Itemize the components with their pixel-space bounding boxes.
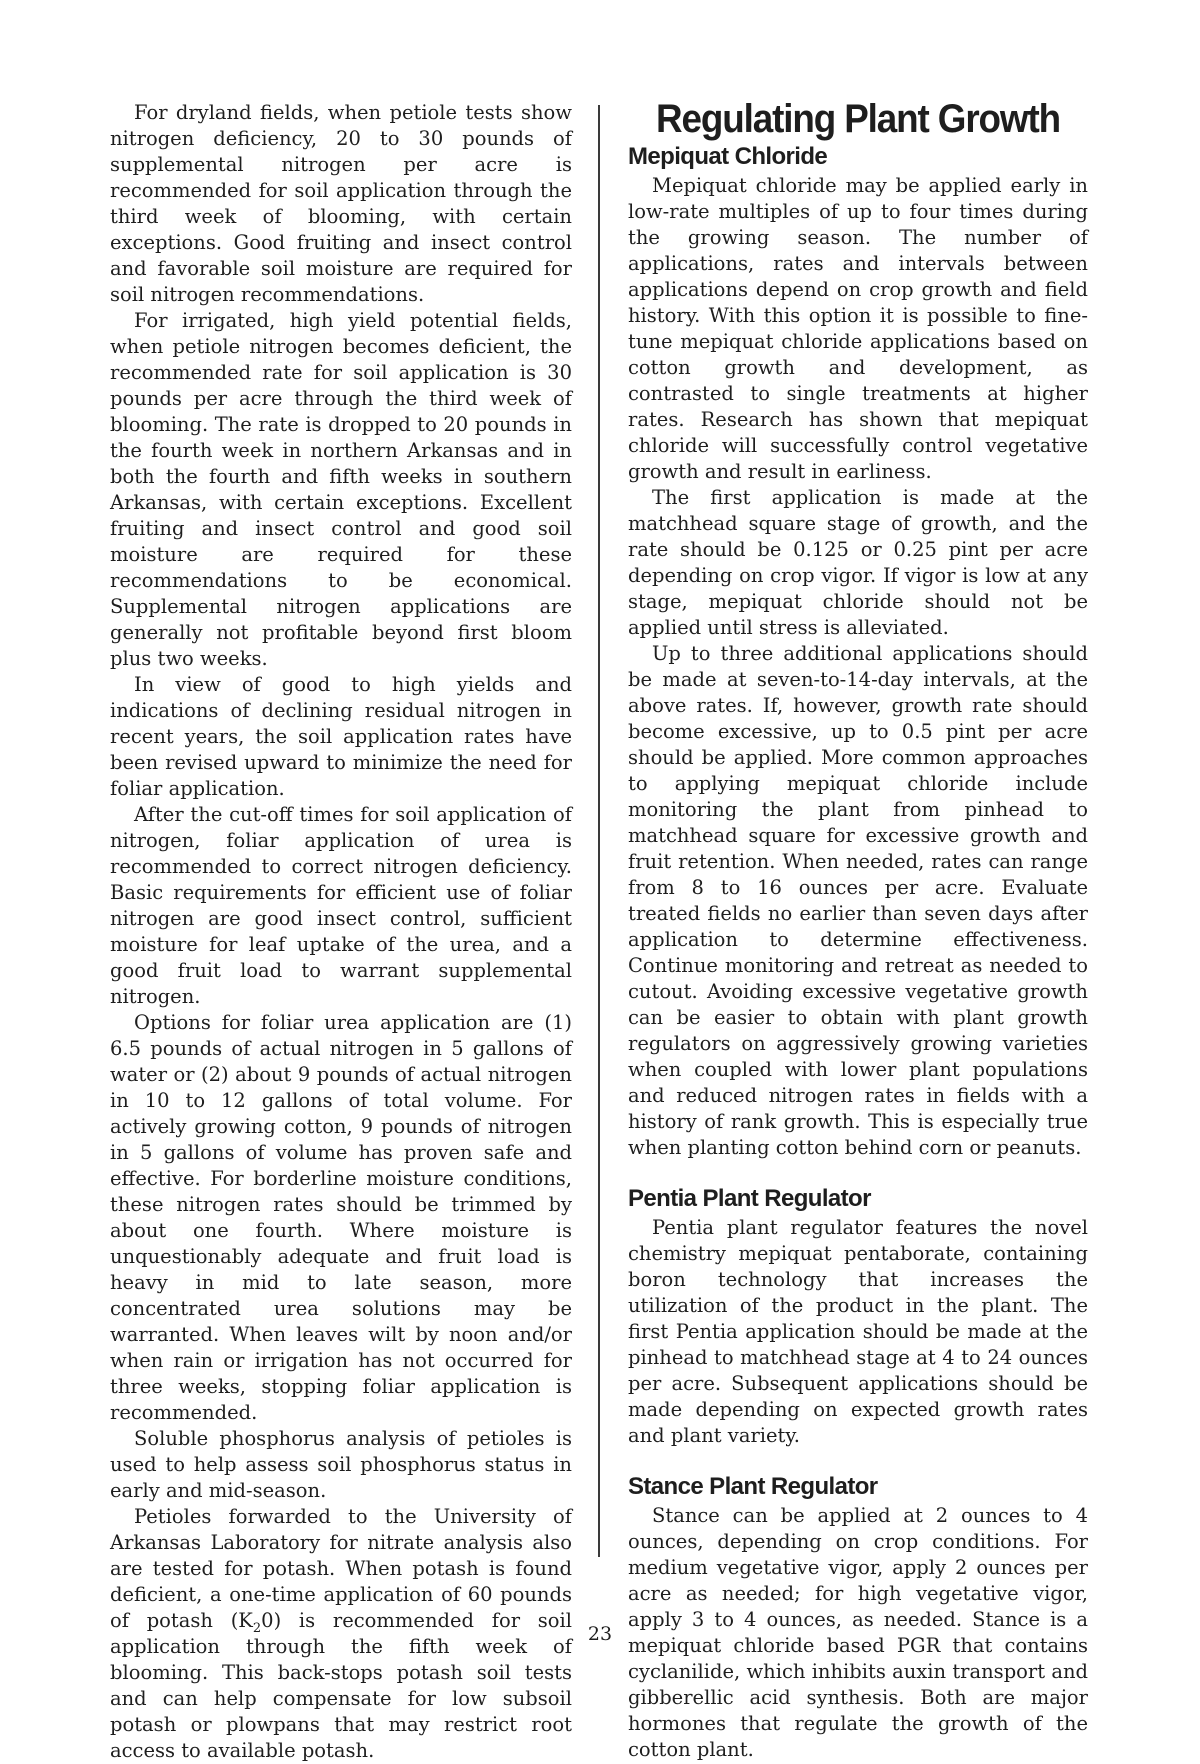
paragraph-residual-nitrogen: In view of good to high yields and indications of declining residual nitrogen in recent years, the soil application rates have been revised upward to minimize the need for foliar application. bbox=[110, 673, 572, 800]
heading-stance: Stance Plant Regulator bbox=[628, 1473, 878, 1500]
heading-pentia: Pentia Plant Regulator bbox=[628, 1185, 871, 1212]
paragraph-irrigated-nitrogen: For irrigated, high yield potential fields, when petiole nitrogen becomes deficient, the recommended rate for soil application is 30 pounds per acre through the third week of blooming. The rate is dropped to 20 pounds in the fourth week in northern Arkansas and in both the fourth and fifth weeks in southern Arkansas, with certain exceptions. Excellent fruiting and insect control and good soil moisture are required for these recommendations to be economical. Supplemental nitrogen applications are generally not profitable beyond first bloom plus two weeks. bbox=[110, 309, 572, 670]
paragraph-phosphorus: Soluble phosphorus analysis of petioles is used to help assess soil phosphorus status in early and mid-season. bbox=[110, 1427, 572, 1502]
right-column bbox=[628, 97, 1088, 1763]
potash-subscript: 2 bbox=[252, 1620, 262, 1636]
paragraph-mepiquat-first-application: The first application is made at the matchhead square stage of growth, and the rate should be 0.125 or 0.25 pint per acre depending on crop vigor. If vigor is low at any stage, mepiquat chloride should not be applied until stress is alleviated. bbox=[628, 486, 1088, 639]
left-column bbox=[110, 100, 572, 1764]
column-divider bbox=[598, 105, 600, 1557]
potash-text-start: Petioles forwarded to the University of Arkansas Laboratory for nitrate analysis also are tested for potash. When potash is found deficient, a one-time application of 60 pounds of potash (K bbox=[110, 1505, 572, 1632]
page-number: 23 bbox=[587, 1623, 613, 1645]
paragraph-foliar-urea: After the cut-off times for soil application of nitrogen, foliar application of urea is recommended to correct nitrogen deficiency. Basic requirements for efficient use of foliar nitrogen are good insect control, sufficient moisture for leaf uptake of the urea, and a good fruit load to warrant supplemental nitrogen. bbox=[110, 803, 572, 1008]
paragraph-mepiquat-intro: Mepiquat chloride may be applied early in low-rate multiples of up to four times during the growing season. The number of applications, rates and intervals between applications depend on crop growth and field history. With this option it is possible to fine-tune mepiquat chloride applications based on cotton growth and development, as contrasted to single treatments at higher rates. Research has shown that mepiquat chloride will successfully control vegetative growth and result in earliness. bbox=[628, 174, 1088, 483]
paragraph-dryland-nitrogen: For dryland fields, when petiole tests show nitrogen deficiency, 20 to 30 pounds of supplemental nitrogen per acre is recommended for soil application through the third week of blooming, with certain exceptions. Good fruiting and insect control and favorable soil moisture are required for soil nitrogen recommendations. bbox=[110, 101, 572, 306]
heading-mepiquat-chloride: Mepiquat Chloride bbox=[628, 143, 828, 170]
paragraph-stance: Stance can be applied at 2 ounces to 4 ounces, depending on crop conditions. For medium vegetative vigor, apply 2 ounces per acre as needed; for high vegetative vigor, apply 3 to 4 ounces, as needed. Stance is a mepiquat chloride based PGR that contains cyclanilide, which inhibits auxin transport and gibberellic acid synthesis. Both are major hormones that regulate the growth of the cotton plant. bbox=[628, 1504, 1088, 1761]
section-title: Regulating Plant Growth bbox=[656, 97, 1060, 141]
paragraph-mepiquat-additional: Up to three additional applications should be made at seven-to-14-day intervals, at the above rates. If, however, growth rate should become excessive, up to 0.5 pint per acre should be applied. More common approaches to applying mepiquat chloride include monitoring the plant from pinhead to matchhead square for excessive growth and fruit retention. When needed, rates can range from 8 to 16 ounces per acre. Evaluate treated fields no earlier than seven days after application to determine effectiveness. Continue monitoring and retreat as needed to cutout. Avoiding excessive vegetative growth can be easier to obtain with plant growth regulators on aggressively growing varieties when coupled with lower plant populations and reduced nitrogen rates in fields with a history of rank growth. This is especially true when planting cotton behind corn or peanuts. bbox=[628, 642, 1088, 1159]
paragraph-pentia: Pentia plant regulator features the novel chemistry mepiquat pentaborate, containing boron technology that increases the utilization of the product in the plant. The first Pentia application should be made at the pinhead to matchhead stage at 4 to 24 ounces per acre. Subsequent applications should be made depending on expected growth rates and plant variety. bbox=[628, 1216, 1088, 1447]
paragraph-foliar-options: Options for foliar urea application are (1) 6.5 pounds of actual nitrogen in 5 gallons of water or (2) about 9 pounds of actual nitrogen in 10 to 12 gallons of total volume. For actively growing cotton, 9 pounds of nitrogen in 5 gallons of volume has proven safe and effective. For borderline moisture conditions, these nitrogen rates should be trimmed by about one fourth. Where moisture is unquestionably adequate and fruit load is heavy in mid to late season, more concentrated urea solutions may be warranted. When leaves wilt by noon and/or when rain or irrigation has not occurred for three weeks, stopping foliar application is recommended. bbox=[110, 1011, 572, 1424]
potash-text-end: 0) is recommended for soil application through the fifth week of blooming. This back-stops potash soil tests and can help compensate for low subsoil potash or plowpans that may restrict root access to available potash. bbox=[110, 1609, 572, 1762]
